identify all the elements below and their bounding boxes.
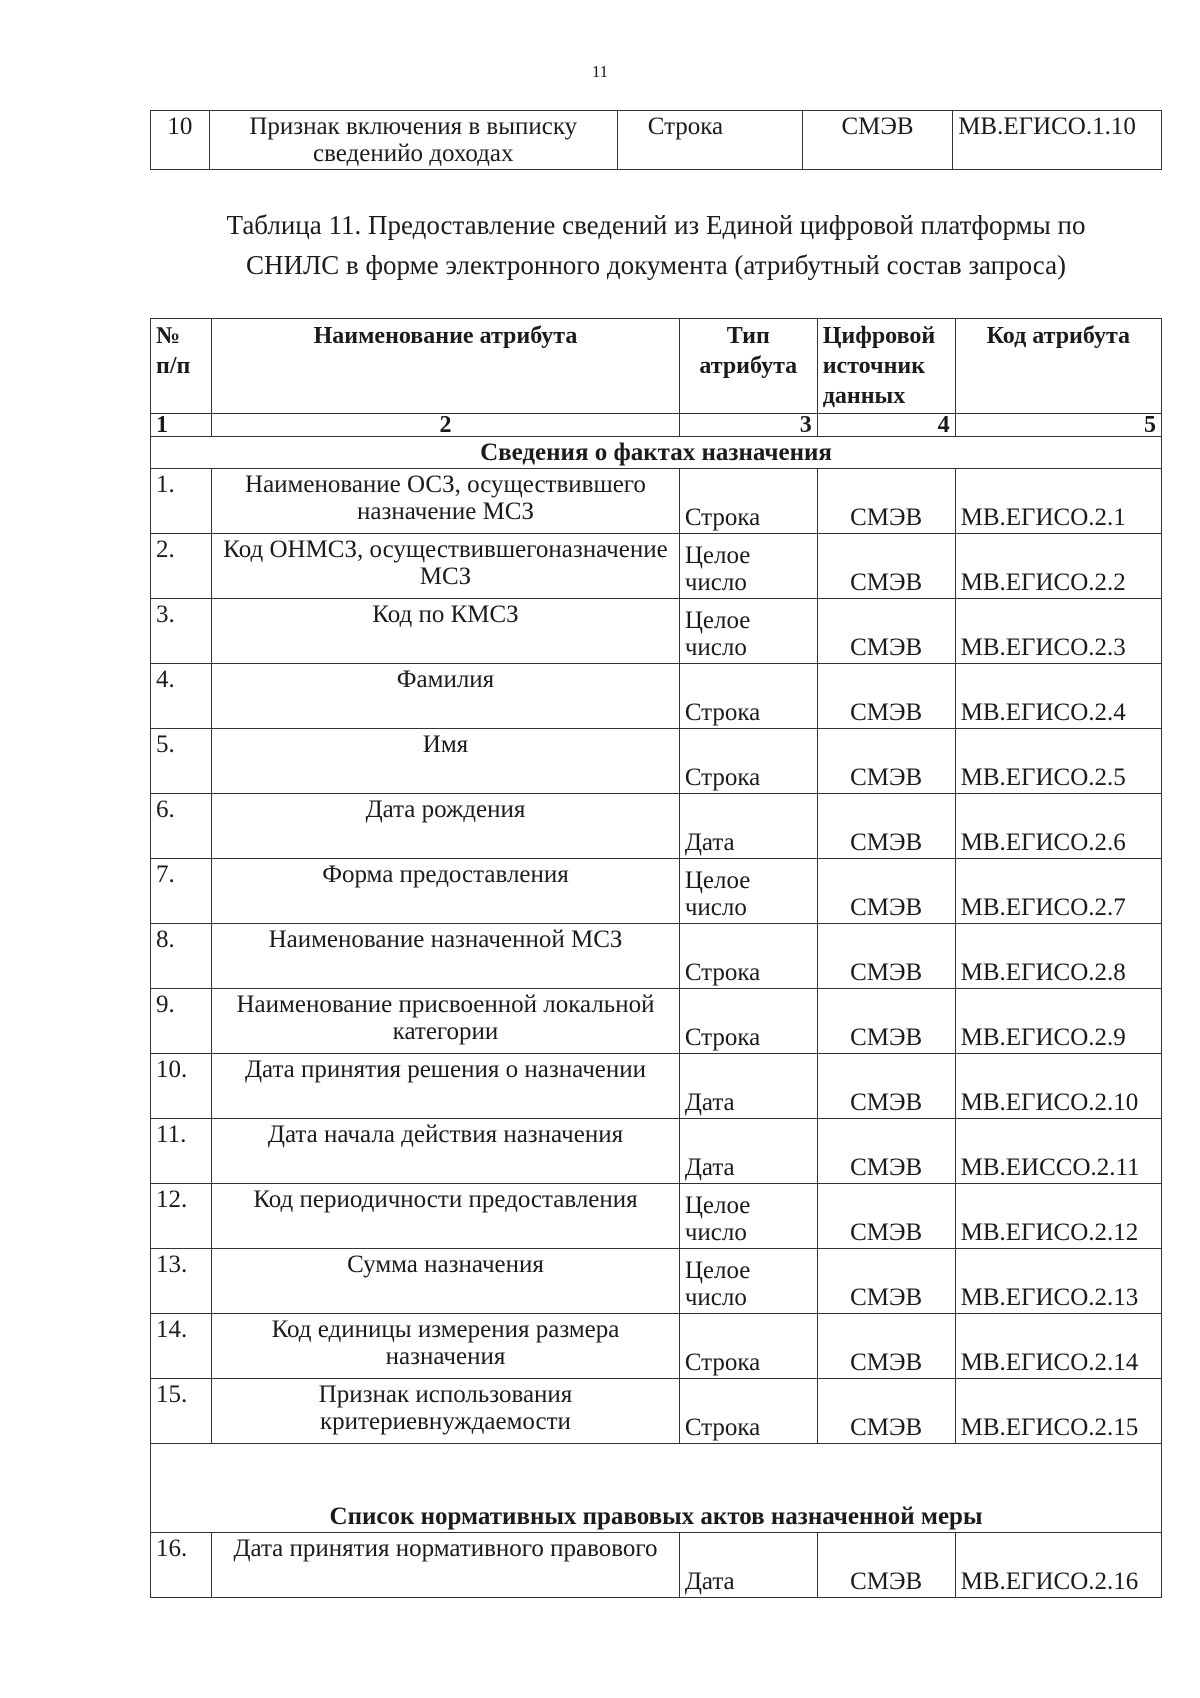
table-row [151,859,1162,924]
section-header [151,1444,1162,1533]
header-source: Цифровой источник данных [817,319,955,414]
data-source: СМЭВ [817,664,955,729]
attribute-name: Дата начала действия назначения [212,1119,680,1184]
attribute-type: Строка [679,1379,817,1444]
attribute-code: МВ.ЕГИСО.2.1 [955,469,1161,534]
attribute-name: Наименование присвоенной локальной категории [212,989,680,1054]
attribute-type: Строка [679,664,817,729]
table-row [151,729,1162,794]
data-source: СМЭВ [817,729,955,794]
attribute-name: Признак включения в выписку сведенийо доходах [209,111,617,170]
attribute-name: Код периодичности предоставления [212,1184,680,1249]
column-number-row [151,414,1162,437]
column-number: 2 [212,414,680,437]
data-source: СМЭВ [817,534,955,599]
data-source: СМЭВ [817,1249,955,1314]
data-source: СМЭВ [817,1054,955,1119]
row-number: 10 [151,111,210,170]
attribute-code: МВ.ЕИССО.2.11 [955,1119,1161,1184]
row-number: 6. [151,794,212,859]
section-header [151,437,1162,469]
table-row [151,1119,1162,1184]
data-source: СМЭВ [817,469,955,534]
attribute-type: Целое число [679,1184,817,1249]
table-row [151,599,1162,664]
attribute-type: Целое число [679,859,817,924]
attribute-type: Дата [679,1533,817,1598]
attribute-name: Дата принятия решения о назначении [212,1054,680,1119]
attribute-name: Дата принятия нормативного правового [212,1533,680,1598]
caption-line-2: СНИЛС в форме электронного документа (атрибутный состав запроса) [245,250,1067,280]
column-number: 4 [817,414,955,437]
table-row [151,664,1162,729]
attribute-code: МВ.ЕГИСО.2.13 [955,1249,1161,1314]
table-row [151,989,1162,1054]
previous-table-fragment [150,110,1162,170]
row-number: 4. [151,664,212,729]
attribute-type: Строка [679,924,817,989]
row-number: 15. [151,1379,212,1444]
attribute-code: МВ.ЕГИСО.2.14 [955,1314,1161,1379]
table-row [151,1184,1162,1249]
table-row [151,1249,1162,1314]
attribute-code: МВ.ЕГИСО.1.10 [953,111,1162,170]
attribute-name: Код единицы измерения размера назначения [212,1314,680,1379]
data-source: СМЭВ [802,111,952,170]
attribute-code: МВ.ЕГИСО.2.4 [955,664,1161,729]
table-row [151,1054,1162,1119]
column-number: 3 [679,414,817,437]
attribute-code: МВ.ЕГИСО.2.3 [955,599,1161,664]
attribute-code: МВ.ЕГИСО.2.7 [955,859,1161,924]
attribute-type: Строка [679,989,817,1054]
data-source: СМЭВ [817,1119,955,1184]
attribute-code: МВ.ЕГИСО.2.8 [955,924,1161,989]
column-number: 5 [955,414,1161,437]
table-row [151,111,1162,170]
table-row [151,924,1162,989]
table-row [151,794,1162,859]
attribute-type: Целое число [679,534,817,599]
row-number: 16. [151,1533,212,1598]
attribute-name: Фамилия [212,664,680,729]
row-number: 13. [151,1249,212,1314]
attribute-name: Признак использования критериевнуждаемости [212,1379,680,1444]
attribute-name: Наименование назначенной МСЗ [212,924,680,989]
attribute-type: Дата [679,1054,817,1119]
row-number: 3. [151,599,212,664]
data-source: СМЭВ [817,1184,955,1249]
caption-line-1: Таблица 11. Предоставление сведений из Единой цифровой платформы по [226,210,1086,240]
attribute-type: Строка [679,729,817,794]
section-title: Сведения о фактах назначения [151,437,1162,469]
attribute-type: Целое число [679,1249,817,1314]
row-number: 1. [151,469,212,534]
header-row [151,319,1162,414]
attribute-name: Имя [212,729,680,794]
attribute-type: Дата [679,794,817,859]
row-number: 10. [151,1054,212,1119]
attribute-type: Строка [679,469,817,534]
header-type: Тип атрибута [679,319,817,414]
row-number: 14. [151,1314,212,1379]
row-number: 11. [151,1119,212,1184]
row-number: 2. [151,534,212,599]
data-source: СМЭВ [817,1533,955,1598]
attribute-code: МВ.ЕГИСО.2.2 [955,534,1161,599]
attribute-name: Наименование ОСЗ, осуществившего назначение МСЗ [212,469,680,534]
attribute-code: МВ.ЕГИСО.2.16 [955,1533,1161,1598]
attribute-type: Строка [679,1314,817,1379]
header-number: № п/п [151,319,212,414]
attribute-name: Форма предоставления [212,859,680,924]
table-row [151,534,1162,599]
attribute-code: МВ.ЕГИСО.2.5 [955,729,1161,794]
data-source: СМЭВ [817,1379,955,1444]
attribute-name: Код ОНМСЗ, осуществившегоназначение МСЗ [212,534,680,599]
attributes-table [150,318,1162,1598]
data-source: СМЭВ [817,924,955,989]
row-number: 12. [151,1184,212,1249]
attribute-name: Дата рождения [212,794,680,859]
row-number: 8. [151,924,212,989]
attribute-code: МВ.ЕГИСО.2.6 [955,794,1161,859]
attribute-type: Строка [617,111,802,170]
attribute-type: Дата [679,1119,817,1184]
data-source: СМЭВ [817,599,955,664]
attribute-code: МВ.ЕГИСО.2.10 [955,1054,1161,1119]
data-source: СМЭВ [817,794,955,859]
section-title: Список нормативных правовых актов назначенной меры [151,1444,1162,1533]
page-number: 11 [591,62,609,81]
data-source: СМЭВ [817,989,955,1054]
data-source: СМЭВ [817,1314,955,1379]
table-row [151,469,1162,534]
attribute-type: Целое число [679,599,817,664]
data-source: СМЭВ [817,859,955,924]
table-row [151,1379,1162,1444]
table-row [151,1533,1162,1598]
row-number: 5. [151,729,212,794]
header-name: Наименование атрибута [212,319,680,414]
column-number: 1 [151,414,212,437]
attribute-code: МВ.ЕГИСО.2.15 [955,1379,1161,1444]
attribute-name: Код по КМСЗ [212,599,680,664]
header-code: Код атрибута [955,319,1161,414]
attribute-code: МВ.ЕГИСО.2.12 [955,1184,1161,1249]
row-number: 9. [151,989,212,1054]
attribute-name: Сумма назначения [212,1249,680,1314]
row-number: 7. [151,859,212,924]
table-caption [150,205,1162,285]
attribute-code: МВ.ЕГИСО.2.9 [955,989,1161,1054]
table-row [151,1314,1162,1379]
